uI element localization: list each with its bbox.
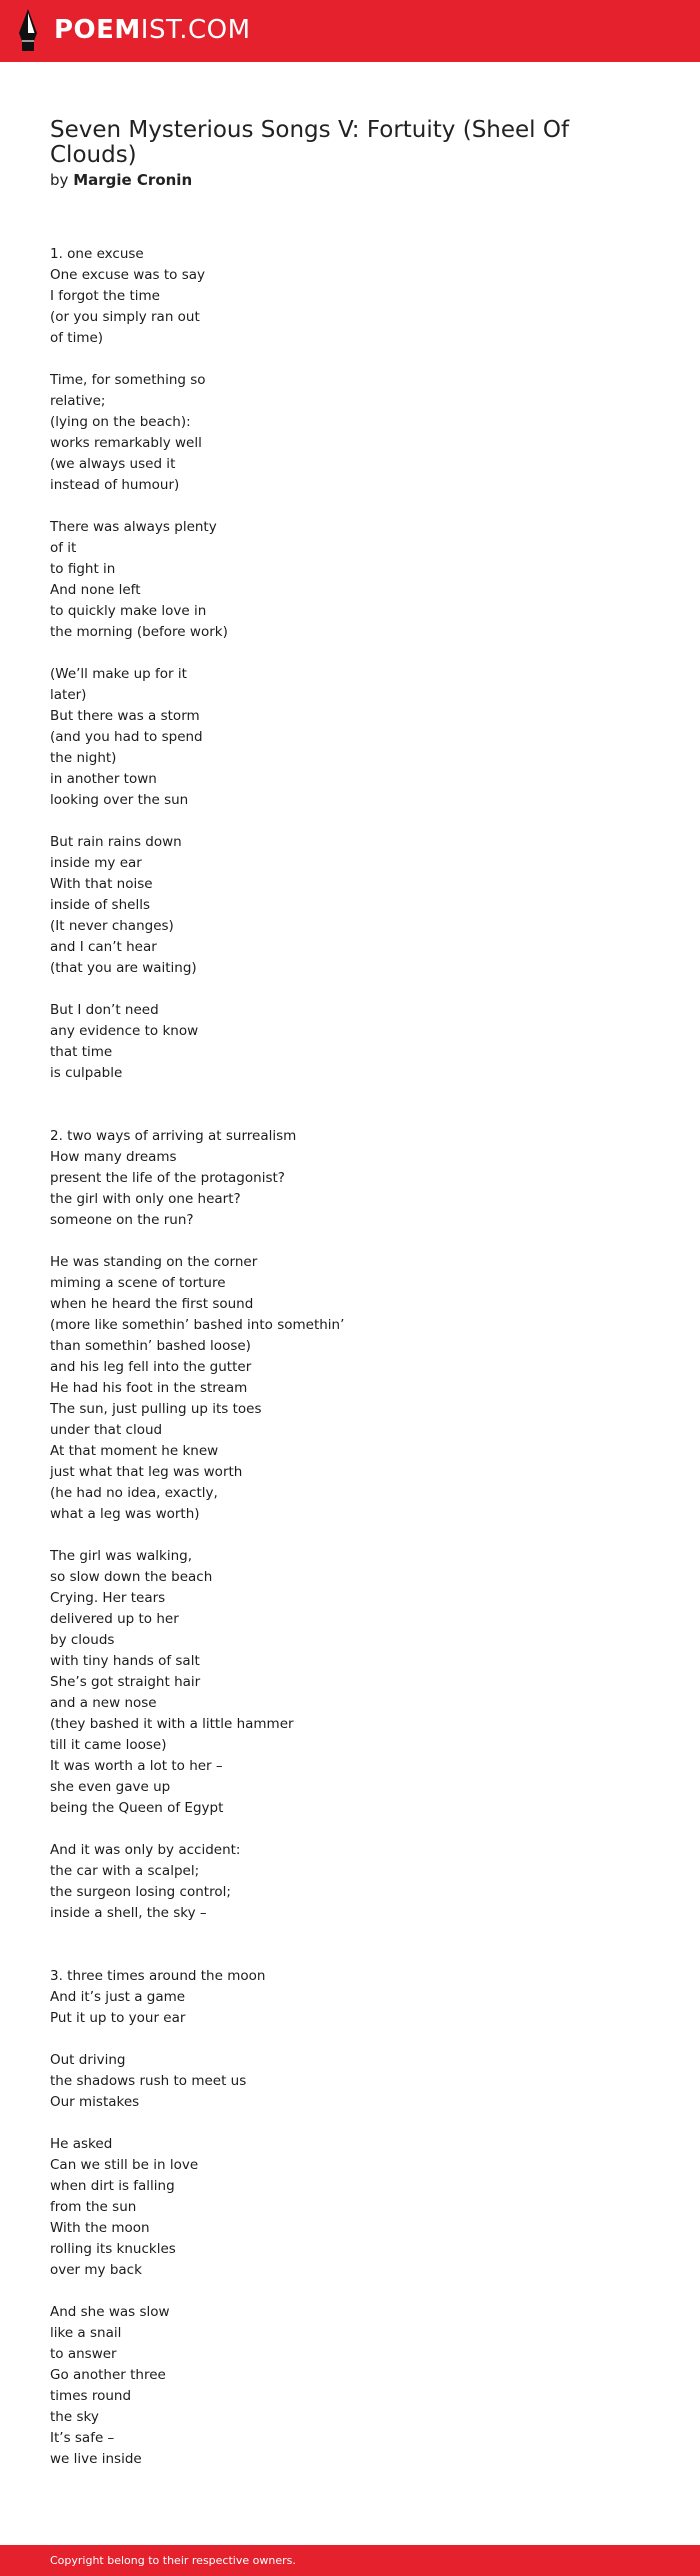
poem-line: At that moment he knew — [50, 1443, 219, 1459]
poem-stanza — [50, 1840, 650, 1924]
poem-stanza — [50, 2050, 650, 2113]
poem-line: (or you simply ran out — [50, 309, 200, 325]
poem-line: inside of shells — [50, 897, 150, 913]
poem-line: later) — [50, 687, 87, 703]
poem-line: It’s safe – — [50, 2430, 115, 2446]
poem-line: inside a shell, the sky – — [50, 1905, 207, 1921]
poem-line: any evidence to know — [50, 1023, 199, 1039]
poem-line: from the sun — [50, 2199, 137, 2215]
poem-line: Go another three — [50, 2367, 166, 2383]
poem-line: Can we still be in love — [50, 2157, 199, 2173]
poem-line: But rain rains down — [50, 834, 182, 850]
poem-stanza — [50, 370, 650, 496]
poem-line: (We’ll make up for it — [50, 666, 187, 682]
logo-text-light: IST.COM — [140, 15, 251, 45]
poem-stanza — [50, 517, 650, 643]
poem-line: what a leg was worth) — [50, 1506, 200, 1522]
poem-line: to answer — [50, 2346, 117, 2362]
poem-line: The sun, just pulling up its toes — [50, 1401, 262, 1417]
poem-line: With the moon — [50, 2220, 150, 2236]
poem-line: instead of humour) — [50, 477, 180, 493]
poem-stanza — [50, 244, 650, 349]
poem-line: being the Queen of Egypt — [50, 1800, 224, 1816]
poem-header — [50, 118, 650, 190]
poem-line: It was worth a lot to her – — [50, 1758, 223, 1774]
poem-line: of time) — [50, 330, 104, 346]
poem-line: and his leg fell into the gutter — [50, 1359, 252, 1375]
poem-line: works remarkably well — [50, 435, 202, 451]
poem-line: But I don’t need — [50, 1002, 159, 1018]
poem-line: He asked — [50, 2136, 113, 2152]
poem-line: under that cloud — [50, 1422, 163, 1438]
poem-line: someone on the run? — [50, 1212, 194, 1228]
poem-line: to quickly make love in — [50, 603, 207, 619]
poem-line: times round — [50, 2388, 132, 2404]
poem-line: like a snail — [50, 2325, 122, 2341]
poem-line: How many dreams — [50, 1149, 177, 1165]
poem-line: and a new nose — [50, 1695, 157, 1711]
poem-stanza — [50, 1126, 650, 1231]
poem-stanza — [50, 2134, 650, 2281]
poem-section — [50, 1966, 650, 2470]
poem-line: But there was a storm — [50, 708, 200, 724]
poem-line: the night) — [50, 750, 117, 766]
section-heading: 1. one excuse — [50, 246, 144, 262]
poem-line: in another town — [50, 771, 157, 787]
poem-section — [50, 1126, 650, 1924]
author-name: Margie Cronin — [73, 171, 193, 189]
poem-line: when he heard the first sound — [50, 1296, 254, 1312]
poem-line: Out driving — [50, 2052, 126, 2068]
poem-line: she even gave up — [50, 1779, 171, 1795]
poem-line: He was standing on the corner — [50, 1254, 258, 1270]
poem-line: is culpable — [50, 1065, 123, 1081]
poem-line: And it was only by accident: — [50, 1842, 241, 1858]
poem-line: (they bashed it with a little hammer — [50, 1716, 294, 1732]
poem-stanza — [50, 832, 650, 979]
poem-line: There was always plenty — [50, 519, 217, 535]
poem-line: And it’s just a game — [50, 1989, 186, 2005]
poem-line: looking over the sun — [50, 792, 189, 808]
poem-line: the car with a scalpel; — [50, 1863, 200, 1879]
poem-line: (that you are waiting) — [50, 960, 197, 976]
poem-line: (more like somethin’ bashed into somethin’ — [50, 1317, 345, 1333]
poem-line: the surgeon losing control; — [50, 1884, 231, 1900]
site-footer — [0, 2545, 700, 2576]
section-heading: 3. three times around the moon — [50, 1968, 266, 1984]
poem-line: than somethin’ bashed loose) — [50, 1338, 251, 1354]
poem-line: I forgot the time — [50, 288, 160, 304]
poem-line: delivered up to her — [50, 1611, 179, 1627]
poem-line: inside my ear — [50, 855, 142, 871]
poem-line: the morning (before work) — [50, 624, 228, 640]
copyright-text: Copyright belong to their respective owners. — [50, 2554, 296, 2567]
poem-line: rolling its knuckles — [50, 2241, 176, 2257]
poem-line: (lying on the beach): — [50, 414, 191, 430]
poem-line: miming a scene of torture — [50, 1275, 226, 1291]
poem-line: with tiny hands of salt — [50, 1653, 200, 1669]
poem-line: Crying. Her tears — [50, 1590, 166, 1606]
poem-line: She’s got straight hair — [50, 1674, 201, 1690]
poem-stanza — [50, 1252, 650, 1525]
poem-line: relative; — [50, 393, 106, 409]
poem-line: The girl was walking, — [50, 1548, 193, 1564]
poem-stanza — [50, 664, 650, 811]
poem-line: so slow down the beach — [50, 1569, 213, 1585]
poem-line: And none left — [50, 582, 141, 598]
poem-stanza — [50, 1546, 650, 1819]
poem-line: Our mistakes — [50, 2094, 140, 2110]
poem-line: He had his foot in the stream — [50, 1380, 248, 1396]
poem-line: With that noise — [50, 876, 153, 892]
site-logo[interactable] — [18, 8, 251, 52]
poem-line: And she was slow — [50, 2304, 170, 2320]
logo-text-bold: POEM — [54, 15, 141, 45]
byline — [50, 170, 650, 190]
poem-line: the shadows rush to meet us — [50, 2073, 247, 2089]
poem-line: (we always used it — [50, 456, 176, 472]
poem-line: (he had no idea, exactly, — [50, 1485, 218, 1501]
poem-line: by clouds — [50, 1632, 115, 1648]
poem-line: just what that leg was worth — [50, 1464, 243, 1480]
poem-line: (and you had to spend — [50, 729, 203, 745]
poem-line: Time, for something so — [50, 372, 206, 388]
poem-line: that time — [50, 1044, 113, 1060]
poem-title: Seven Mysterious Songs V: Fortuity (Sheel Of Clouds) — [50, 117, 570, 168]
poem-stanza — [50, 2302, 650, 2470]
poem-line: One excuse was to say — [50, 267, 205, 283]
poem-section — [50, 244, 650, 1084]
poem-line: Put it up to your ear — [50, 2010, 186, 2026]
by-prefix: by — [50, 171, 69, 189]
site-logo-text — [54, 17, 251, 43]
poem-line: over my back — [50, 2262, 142, 2278]
poem-line: when dirt is falling — [50, 2178, 175, 2194]
poem-line: till it came loose) — [50, 1737, 167, 1753]
poem-line: (It never changes) — [50, 918, 174, 934]
poem-line: and I can’t hear — [50, 939, 157, 955]
pen-nib-icon — [18, 8, 38, 52]
poem-stanza — [50, 1966, 650, 2029]
poem-line: the sky — [50, 2409, 99, 2425]
section-heading: 2. two ways of arriving at surrealism — [50, 1128, 297, 1144]
poem-line: we live inside — [50, 2451, 142, 2467]
poem-line: the girl with only one heart? — [50, 1191, 241, 1207]
poem-line: present the life of the protagonist? — [50, 1170, 285, 1186]
poem-body — [50, 244, 650, 2470]
site-header — [0, 0, 700, 62]
poem-line: to fight in — [50, 561, 116, 577]
poem-line: of it — [50, 540, 77, 556]
poem-stanza — [50, 1000, 650, 1084]
